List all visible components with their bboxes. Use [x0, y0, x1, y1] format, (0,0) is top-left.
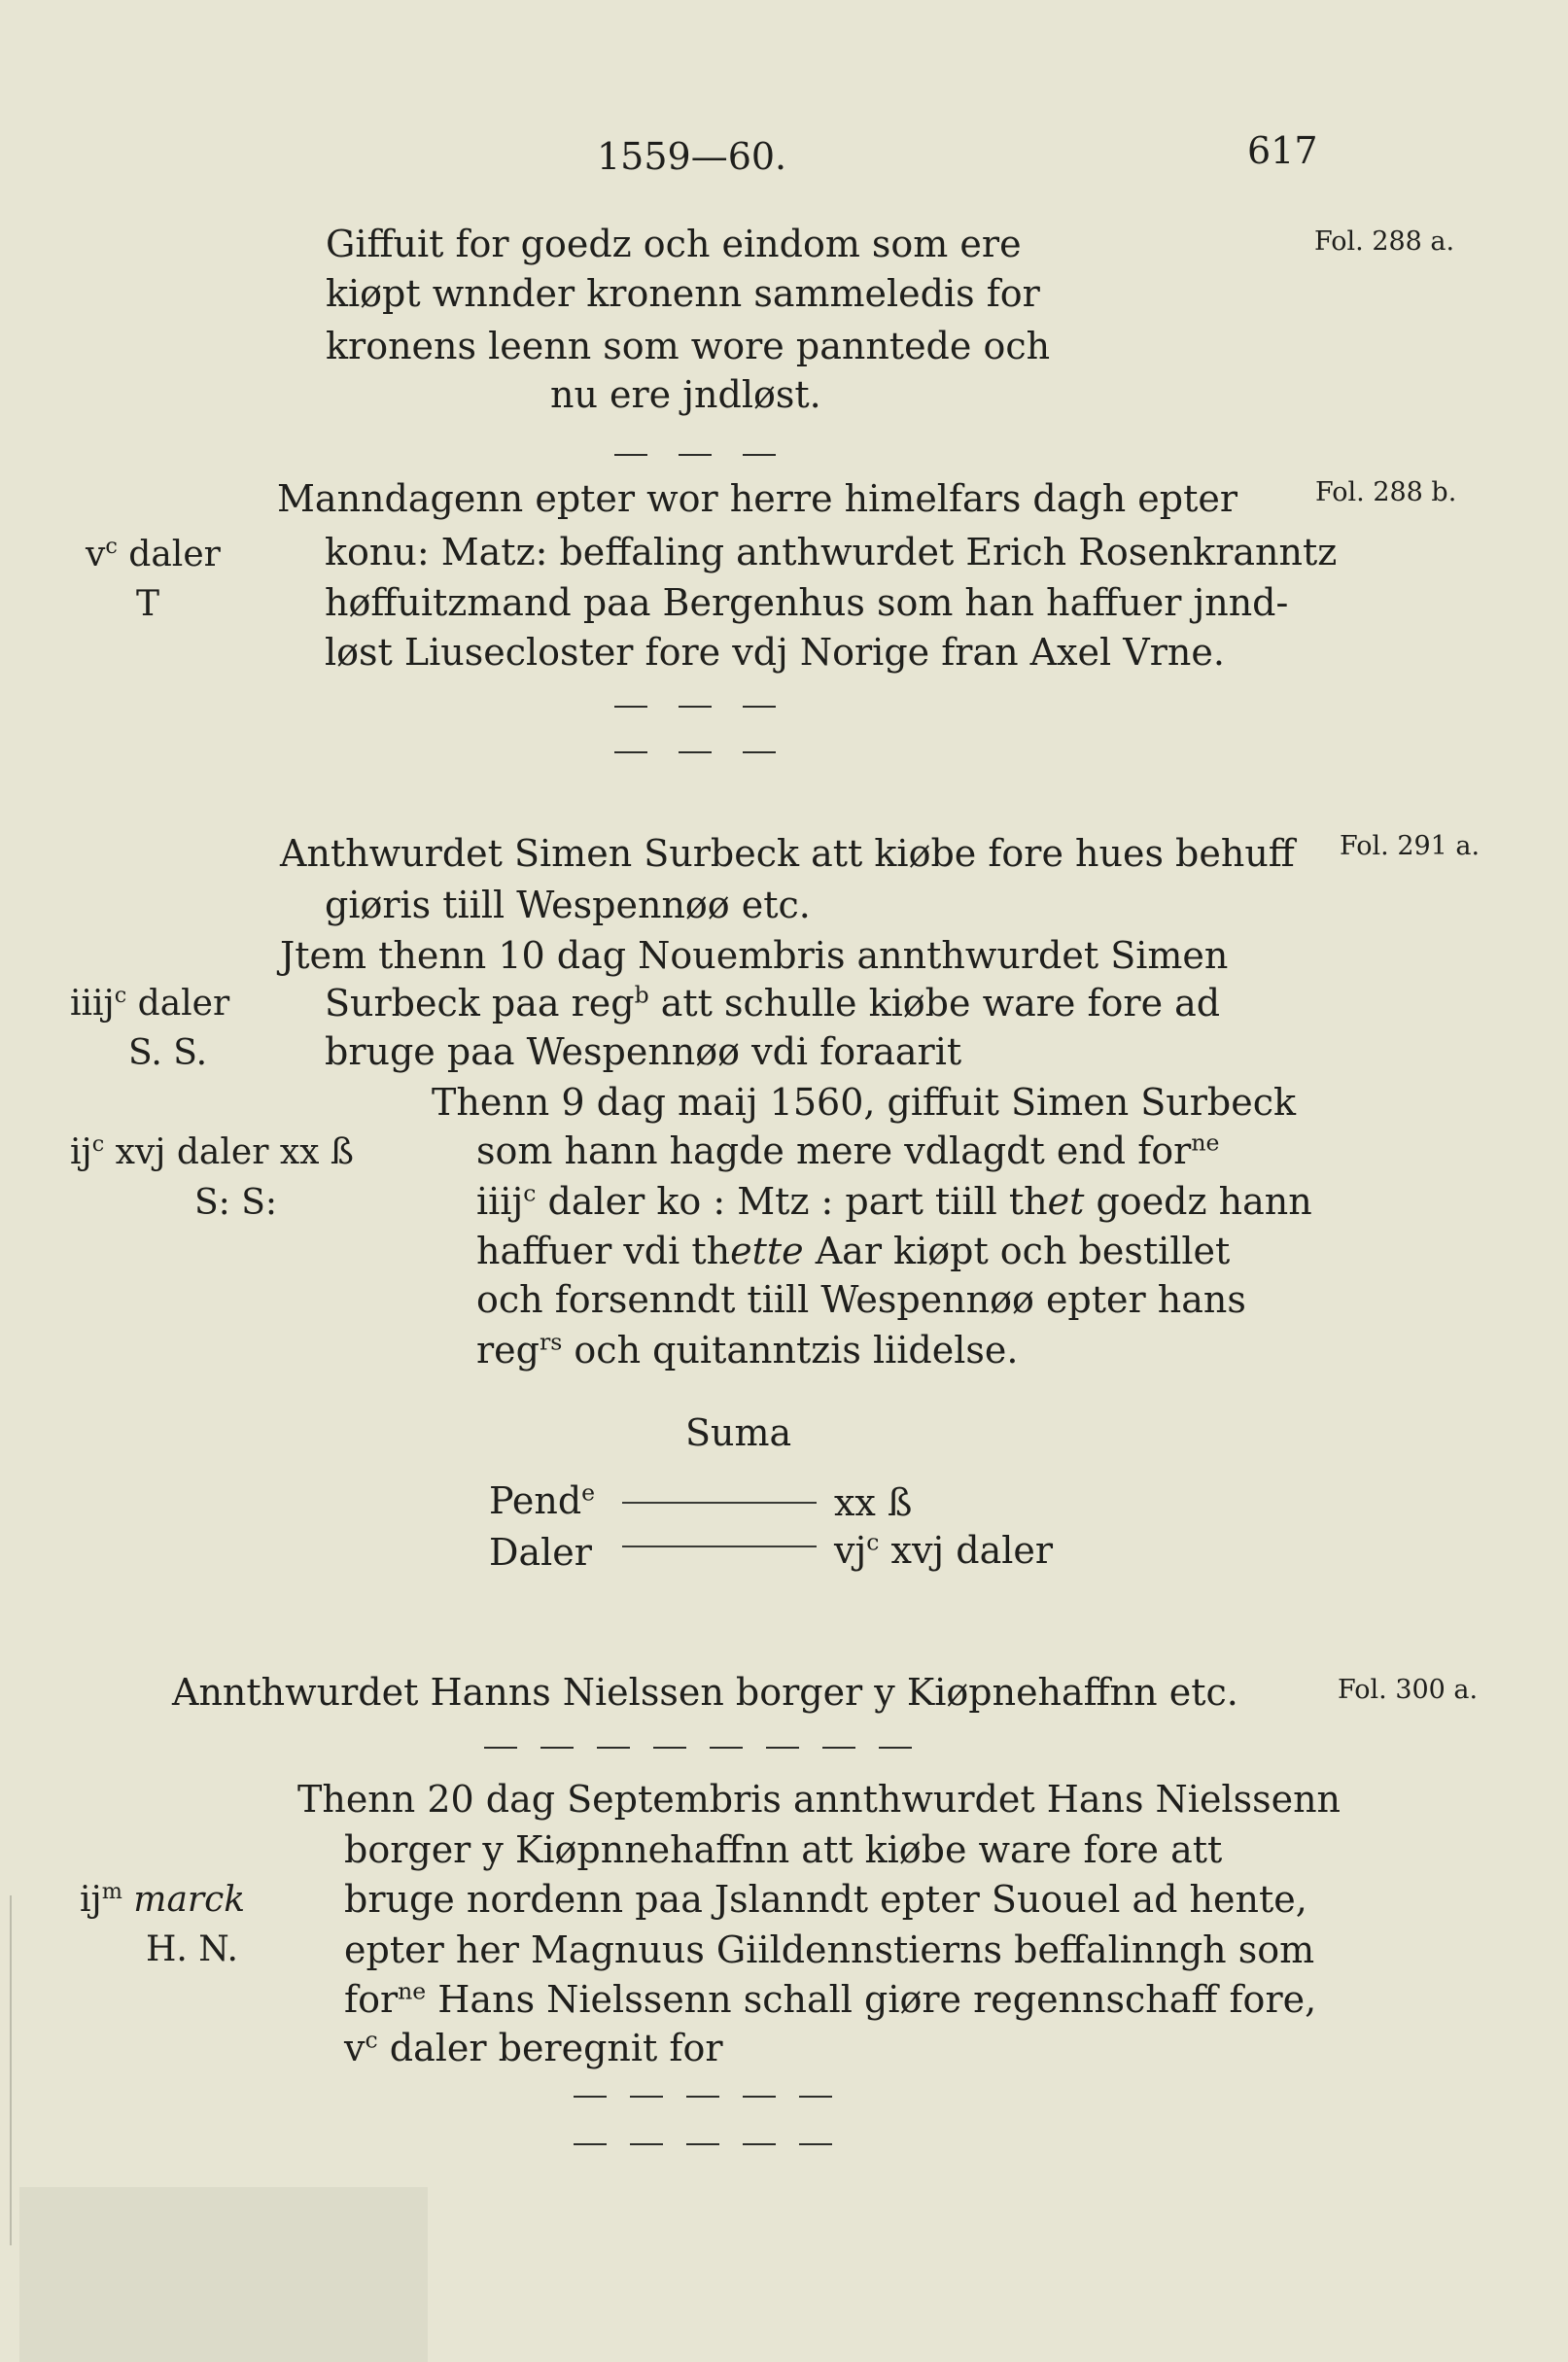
entry3-line-2: giøris tiill Wespennøø etc. [325, 884, 811, 926]
entry4-line-6 [344, 1977, 1317, 2021]
entry3-line-8-text-c: goedz hann [1084, 1180, 1312, 1223]
entry3-line-7-sup: ne [1191, 1129, 1220, 1157]
suma-daler-value [834, 1528, 1054, 1572]
entry3-line-8-text-a: iiij [476, 1180, 524, 1223]
entry2-line-2 [325, 531, 1338, 573]
margin1-sup: c [114, 983, 127, 1008]
entry2-margin-mark: T [136, 584, 160, 624]
entry4-line-6-text-a: for [344, 1978, 399, 2021]
entry3-line-4-text-a: Surbeck paa reg [325, 982, 635, 1025]
entry3-line-8-text-b: daler ko : Mtz : part tiill th [536, 1180, 1048, 1223]
margin2-numeral: ij [70, 1132, 92, 1172]
entry3-line-9 [476, 1230, 1231, 1272]
suma-title: Suma [685, 1411, 792, 1454]
entry2-name-rosenkrantz: Rosenkranntz [1078, 531, 1338, 573]
entry3-line-1: Anthwurdet Simen Surbeck att kiøbe fore hues behuff [280, 832, 1295, 875]
separator-dashes [614, 706, 780, 708]
separator-dashes [484, 1747, 912, 1749]
entry3-line-11-text-a: reg [476, 1329, 540, 1372]
margin-amount-numeral: v [86, 535, 106, 574]
entry3-line-8-italic: et [1047, 1180, 1085, 1223]
entry4-margin-rest: marck [122, 1880, 246, 1920]
entry3-line-8-sup: c [523, 1179, 537, 1207]
entry3-margin-mark-2: S: S: [194, 1183, 278, 1223]
entry1-line-4: nu ere jndløst. [550, 373, 821, 416]
page-number: 617 [1247, 129, 1318, 172]
entry3-line-8 [476, 1179, 1312, 1223]
entry3-line-11-sup: rs [539, 1328, 563, 1356]
entry4-line-2: Thenn 20 dag Septembris annthwurdet Hans Nielssenn [297, 1778, 1342, 1821]
entry3-line-4-text-b: att schulle kiøbe ware fore ad [648, 982, 1221, 1025]
entry3-line-9-text-a: haffuer vdi th [476, 1230, 731, 1272]
entry2-line-3: høffuitzmand paa Bergenhus som han haffuer jnnd- [325, 581, 1289, 624]
entry3-line-4 [325, 981, 1221, 1025]
entry4-margin-mark: H. N. [146, 1929, 238, 1969]
suma-pende-label [489, 1478, 596, 1522]
margin-amount-unit: daler [128, 535, 221, 574]
margin-amount-sup: c [105, 534, 118, 559]
entry4-margin-sup: m [101, 1879, 122, 1904]
entry2-margin-amount [86, 534, 221, 574]
separator-dashes [614, 751, 780, 753]
entry3-line-10: och forsenndt tiill Wespennøø epter hans [476, 1278, 1246, 1321]
entry4-folio: Fol. 300 a. [1338, 1675, 1479, 1705]
entry4-line-7-text-a: v [344, 2027, 366, 2069]
entry2-folio: Fol. 288 b. [1315, 477, 1457, 507]
separator-dashes [574, 2143, 865, 2145]
suma-pende-value: xx ß [834, 1481, 913, 1524]
entry4-margin-numeral: ij [80, 1880, 102, 1920]
entry3-line-5: bruge paa Wespennøø vdi foraarit [325, 1030, 962, 1073]
entry3-margin-mark-1: S. S. [128, 1033, 208, 1073]
entry4-line-1: Annthwurdet Hanns Nielssen borger y Kiøpnehaffnn etc. [172, 1671, 1238, 1714]
entry3-line-7-text: som hann hagde mere vdlagdt end for [476, 1129, 1192, 1172]
suma-daler-label: Daler [489, 1531, 592, 1574]
suma-daler-sup: c [866, 1528, 880, 1556]
entry3-line-7 [476, 1129, 1220, 1172]
suma-pende-sup: e [581, 1478, 596, 1507]
entry2-line-1: Manndagenn epter wor herre himelfars dagh epter [277, 477, 1238, 520]
suma-rule-2 [622, 1546, 817, 1547]
margin1-rest: daler [126, 984, 230, 1024]
entry3-line-11 [476, 1328, 1019, 1372]
entry4-line-6-sup: ne [398, 1977, 427, 2005]
suma-daler-numeral: vj [834, 1529, 867, 1572]
entry4-line-6-text-b: Hans Nielssenn schall giøre regennschaff fore, [426, 1978, 1317, 2021]
entry3-line-4-sup: b [634, 981, 649, 1009]
entry4-line-5: epter her Magnuus Giildennstierns beffalinngh som [344, 1928, 1315, 1971]
entry4-margin-amount [80, 1879, 246, 1920]
entry2-line-2-text: konu: Matz: beffaling anthwurdet Erich [325, 531, 1079, 573]
paper-stain [19, 2187, 428, 2362]
entry3-folio: Fol. 291 a. [1340, 831, 1481, 861]
binding-edge [10, 1895, 12, 2245]
entry4-line-7 [344, 2026, 723, 2069]
entry2-line-4: løst Liusecloster fore vdj Norige fran Axel Vrne. [325, 631, 1225, 674]
entry4-line-7-sup: c [365, 2026, 378, 2054]
separator-dashes [574, 2096, 865, 2098]
separator-dashes [614, 454, 780, 456]
entry1-folio: Fol. 288 a. [1314, 226, 1455, 257]
margin2-sup: c [91, 1131, 105, 1157]
suma-daler-rest: xvj daler [879, 1529, 1054, 1572]
entry4-line-7-text-b: daler beregnit for [377, 2027, 723, 2069]
entry3-line-9-italic: ette [730, 1230, 804, 1272]
entry1-line-3: kronens leenn som wore panntede och [326, 325, 1051, 367]
header-years: 1559—60. [597, 135, 787, 178]
margin1-numeral: iiij [70, 984, 115, 1024]
entry3-line-6: Thenn 9 dag maij 1560, giffuit Simen Surbeck [432, 1081, 1297, 1124]
entry3-line-3: Jtem thenn 10 dag Nouembris annthwurdet Simen [280, 934, 1229, 977]
entry3-line-9-text-b: Aar kiøpt och bestillet [803, 1230, 1231, 1272]
entry1-line-1: Giffuit for goedz och eindom som ere [326, 223, 1022, 265]
margin2-rest: xvj daler xx ß [104, 1132, 354, 1172]
entry4-line-3: borger y Kiøpnnehaffnn att kiøbe ware fore att [344, 1828, 1223, 1871]
entry4-line-4: bruge nordenn paa Jslanndt epter Suouel ad hente, [344, 1878, 1307, 1921]
entry3-margin-amount-1 [70, 983, 230, 1024]
suma-pende-text: Pend [489, 1479, 582, 1522]
entry1-line-2: kiøpt wnnder kronenn sammeledis for [326, 272, 1040, 315]
suma-rule-1 [622, 1502, 817, 1504]
entry3-margin-amount-2 [70, 1131, 354, 1172]
entry3-line-11-text-b: och quitanntzis liidelse. [562, 1329, 1019, 1372]
